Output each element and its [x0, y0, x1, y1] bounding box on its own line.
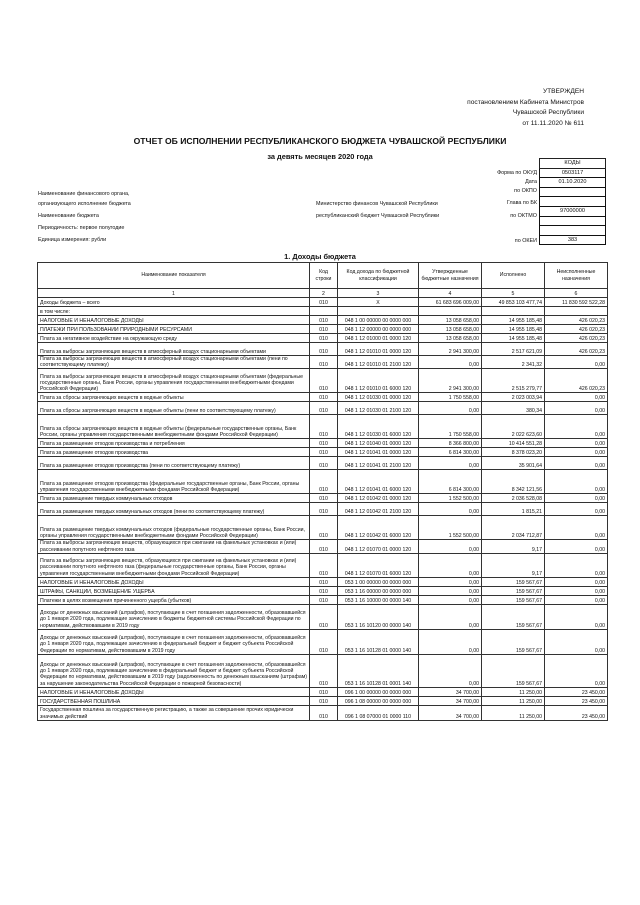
row-name: Плата за размещение твердых коммунальных отходов (пени по соответствующему платежу) — [38, 503, 310, 516]
row-kbk: 048 1 12 01041 01 0000 120 — [338, 448, 419, 457]
row-unexecuted: 426 020,23 — [545, 334, 608, 343]
row-kbk: 048 1 12 01040 01 0000 120 — [338, 439, 419, 448]
row-approved: 2 941 300,00 — [419, 343, 482, 356]
row-executed: 2 022 623,60 — [482, 415, 545, 439]
table-row — [38, 629, 608, 654]
row-name: Плата за выбросы загрязняющих веществ, образующихся при сжигании на факельных установках и (или) рассеивании попутного нефтяного газа — [38, 540, 310, 553]
period-code-value — [540, 216, 606, 226]
row-unexecuted: 0,00 — [545, 516, 608, 540]
row-kbk — [338, 307, 419, 316]
header-code: Код строки — [310, 263, 338, 289]
codes-box — [539, 158, 606, 245]
row-kbk: 053 1 16 10128 01 0001 140 — [338, 654, 419, 687]
okpo-value — [540, 187, 606, 197]
row-unexecuted: 0,00 — [545, 439, 608, 448]
table-row — [38, 595, 608, 604]
row-name: Доходы от денежных взысканий (штрафов), поступающие в счет погашения задолженности, образовавшейся до 1 января 2020 года, подлежащие зачислению в федеральный бюджет и бюджет субъекта Российской Федерации по нормативам, действовавшим в 2019 году (задолженность по денежным взысканиям (штрафам) за нарушение законодательства Российской Федерации о пожарной безопасности) — [38, 654, 310, 687]
row-approved: 34 700,00 — [419, 705, 482, 720]
row-name: Плата за размещение отходов производства — [38, 448, 310, 457]
table-row — [38, 448, 608, 457]
row-executed: 159 567,67 — [482, 595, 545, 604]
budget-value: республиканский бюджет Чувашской Республики — [316, 213, 440, 219]
row-approved: 0,00 — [419, 604, 482, 629]
okei-value: 383 — [540, 235, 606, 245]
row-executed: 2 341,32 — [482, 356, 545, 369]
row-code: 010 — [310, 586, 338, 595]
row-name: Доходы от денежных взысканий (штрафов), поступающие в счет погашения задолженности, образовавшейся до 1 января 2020 года, подлежащие зачислению в федеральный бюджет и бюджет субъекта Российской Федерации по нормативам, действовавшим в 2019 году — [38, 629, 310, 654]
row-code: 010 — [310, 705, 338, 720]
codes-header: КОДЫ — [540, 159, 606, 169]
table-row — [38, 316, 608, 325]
oktmo-label: по ОКТМО — [510, 213, 537, 219]
row-code: 010 — [310, 470, 338, 494]
row-name: Плата за выбросы загрязняющих веществ, образующихся при сжигании на факельных установках и (или) рассеивании попутного нефтяного газа (федеральные государственные органы, Банк России, органы управления государственными внебюджетными фондами Российской Федерации) — [38, 553, 310, 577]
row-unexecuted: 0,00 — [545, 393, 608, 402]
row-code: 010 — [310, 334, 338, 343]
row-executed: 159 567,67 — [482, 586, 545, 595]
row-name: ГОСУДАРСТВЕННАЯ ПОШЛИНА — [38, 696, 310, 705]
row-kbk: 048 1 12 00000 00 0000 000 — [338, 325, 419, 334]
row-approved: 0,00 — [419, 586, 482, 595]
row-kbk: 048 1 12 01042 01 2100 120 — [338, 503, 419, 516]
fin-org-label-2: организующего исполнение бюджета — [38, 201, 131, 207]
row-kbk: 053 1 16 10120 00 0000 140 — [338, 604, 419, 629]
table-row — [38, 307, 608, 316]
row-code: 010 — [310, 553, 338, 577]
table-row — [38, 654, 608, 687]
row-kbk: 096 1 00 00000 00 0000 000 — [338, 687, 419, 696]
col-number: 4 — [419, 289, 482, 298]
row-name: НАЛОГОВЫЕ И НЕНАЛОГОВЫЕ ДОХОДЫ — [38, 687, 310, 696]
row-name: в том числе: — [38, 307, 310, 316]
row-unexecuted: 0,00 — [545, 470, 608, 494]
row-code: 010 — [310, 577, 338, 586]
row-approved: 13 058 658,00 — [419, 325, 482, 334]
table-row — [38, 470, 608, 494]
row-unexecuted: 23 450,00 — [545, 696, 608, 705]
row-kbk: 048 1 12 01041 01 2100 120 — [338, 457, 419, 470]
col-number: 1 — [38, 289, 310, 298]
report-title: ОТЧЕТ ОБ ИСПОЛНЕНИИ РЕСПУБЛИКАНСКОГО БЮДЖЕТА ЧУВАШСКОЙ РЕСПУБЛИКИ — [133, 136, 507, 146]
row-code: 010 — [310, 516, 338, 540]
row-code: 010 — [310, 654, 338, 687]
row-approved: 0,00 — [419, 540, 482, 553]
date-value: 01.10.2020 — [540, 178, 606, 188]
row-kbk: 048 1 12 01041 01 6000 120 — [338, 470, 419, 494]
glava-value — [540, 197, 606, 207]
row-approved: 1 750 558,00 — [419, 393, 482, 402]
table-row — [38, 402, 608, 415]
row-code: 010 — [310, 343, 338, 356]
row-executed: 2 023 003,94 — [482, 393, 545, 402]
approval-block — [384, 87, 584, 129]
row-unexecuted: 0,00 — [545, 494, 608, 503]
table-row — [38, 457, 608, 470]
row-name: Плата за выбросы загрязняющих веществ в атмосферный воздух стационарными объектами (федеральные государственные органы, Банк России, органы управления государственными внебюджетными фондами Российской Федерации) — [38, 369, 310, 393]
row-code: 010 — [310, 503, 338, 516]
row-kbk: 048 1 00 00000 00 0000 000 — [338, 316, 419, 325]
table-row — [38, 439, 608, 448]
row-executed: 2 515 279,77 — [482, 369, 545, 393]
row-code: 010 — [310, 369, 338, 393]
row-approved: 1 750 558,00 — [419, 415, 482, 439]
row-name: Плата за выбросы загрязняющих веществ в атмосферный воздух стационарными объектами — [38, 343, 310, 356]
row-approved: 13 058 658,00 — [419, 334, 482, 343]
table-row — [38, 334, 608, 343]
row-approved: 0,00 — [419, 654, 482, 687]
row-unexecuted — [545, 307, 608, 316]
table-row — [38, 369, 608, 393]
table-row — [38, 494, 608, 503]
row-kbk: 048 1 12 01030 01 0000 120 — [338, 393, 419, 402]
row-name: Плата за размещение отходов производства (федеральные государственные органы, Банк России, органы управления государственными внебюджетными фондами Российской Федерации) — [38, 470, 310, 494]
table-row — [38, 516, 608, 540]
row-executed: 2 034 712,87 — [482, 516, 545, 540]
header-unexecuted: Неисполненные назначения — [545, 263, 608, 289]
row-name: Плата за сбросы загрязняющих веществ в водные объекты (пени по соответствующему платежу) — [38, 402, 310, 415]
income-table — [37, 262, 608, 721]
row-unexecuted: 426 020,23 — [545, 343, 608, 356]
row-executed: 159 567,67 — [482, 629, 545, 654]
row-kbk: 053 1 16 10128 01 0000 140 — [338, 629, 419, 654]
col-number: 2 — [310, 289, 338, 298]
row-kbk: 048 1 12 01030 01 6000 120 — [338, 415, 419, 439]
periodicity: Периодичность: первое полугодие — [38, 225, 125, 231]
row-unexecuted: 0,00 — [545, 629, 608, 654]
row-kbk: 053 1 00 00000 00 0000 000 — [338, 577, 419, 586]
row-unexecuted: 0,00 — [545, 553, 608, 577]
row-executed: 1 815,21 — [482, 503, 545, 516]
row-approved: 0,00 — [419, 457, 482, 470]
row-name: Плата за выбросы загрязняющих веществ в атмосферный воздух стационарными объектами (пени по соответствующему платежу) — [38, 356, 310, 369]
col-number: 5 — [482, 289, 545, 298]
row-approved: 0,00 — [419, 402, 482, 415]
row-approved: 34 700,00 — [419, 687, 482, 696]
row-code: 010 — [310, 687, 338, 696]
row-approved: 0,00 — [419, 577, 482, 586]
row-name: Доходы бюджета – всего — [38, 298, 310, 307]
row-code: 010 — [310, 595, 338, 604]
row-executed: 2 036 528,08 — [482, 494, 545, 503]
row-name: Плата за размещение отходов производства (пени по соответствующему платежу) — [38, 457, 310, 470]
row-unexecuted: 0,00 — [545, 595, 608, 604]
oktmo-value: 97000000 — [540, 206, 606, 216]
row-unexecuted: 426 020,23 — [545, 369, 608, 393]
row-code: 010 — [310, 393, 338, 402]
table-row — [38, 325, 608, 334]
budget-label: Наименование бюджета — [38, 213, 99, 219]
column-numbers-row — [38, 289, 608, 298]
table-row — [38, 343, 608, 356]
row-name: НАЛОГОВЫЕ И НЕНАЛОГОВЫЕ ДОХОДЫ — [38, 316, 310, 325]
row-kbk: 048 1 12 01070 01 6000 120 — [338, 553, 419, 577]
okei-label: по ОКЕИ — [514, 238, 537, 244]
row-name: ПЛАТЕЖИ ПРИ ПОЛЬЗОВАНИИ ПРИРОДНЫМИ РЕСУРСАМИ — [38, 325, 310, 334]
row-approved: 6 814 300,00 — [419, 448, 482, 457]
table-row — [38, 586, 608, 595]
okud-label: Форма по ОКУД — [497, 170, 537, 176]
row-kbk: 048 1 12 01010 01 0000 120 — [338, 343, 419, 356]
section-title: 1. Доходы бюджета — [284, 252, 356, 261]
row-kbk: 053 1 16 00000 00 0000 000 — [338, 586, 419, 595]
row-approved: 13 058 658,00 — [419, 316, 482, 325]
row-name: Плата за размещение твердых коммунальных отходов — [38, 494, 310, 503]
row-kbk: 053 1 16 10000 00 0000 140 — [338, 595, 419, 604]
fin-org-value: Министерство финансов Чувашской Республики — [316, 201, 438, 207]
table-row — [38, 298, 608, 307]
row-unexecuted: 0,00 — [545, 457, 608, 470]
row-code: 010 — [310, 298, 338, 307]
row-executed: 159 567,67 — [482, 577, 545, 586]
row-unexecuted: 0,00 — [545, 448, 608, 457]
row-unexecuted: 0,00 — [545, 503, 608, 516]
row-unexecuted: 0,00 — [545, 577, 608, 586]
glava-label: Глава по БК — [506, 200, 537, 206]
row-kbk: 048 1 12 01070 01 0000 120 — [338, 540, 419, 553]
table-row — [38, 705, 608, 720]
approval-line-4: от 11.11.2020 № 611 — [522, 119, 584, 127]
row-unexecuted: 23 450,00 — [545, 705, 608, 720]
table-row — [38, 604, 608, 629]
row-code: 010 — [310, 604, 338, 629]
row-code: 010 — [310, 457, 338, 470]
row-executed: 11 250,00 — [482, 705, 545, 720]
row-name: Плата за размещение твердых коммунальных отходов (федеральные государственные органы, Банк России, органы управления государственными внебюджетными фондами Российской Федерации) — [38, 516, 310, 540]
row-kbk: 048 1 12 01010 01 2100 120 — [338, 356, 419, 369]
row-name: Плата за размещение отходов производства и потребления — [38, 439, 310, 448]
row-unexecuted: 23 450,00 — [545, 687, 608, 696]
row-approved: 0,00 — [419, 503, 482, 516]
row-executed: 14 955 185,48 — [482, 325, 545, 334]
table-row — [38, 393, 608, 402]
row-unexecuted: 0,00 — [545, 586, 608, 595]
row-executed: 10 414 551,28 — [482, 439, 545, 448]
row-approved: 0,00 — [419, 356, 482, 369]
header-name: Наименование показателя — [38, 263, 310, 289]
row-code: 010 — [310, 629, 338, 654]
row-code: 010 — [310, 540, 338, 553]
row-approved — [419, 307, 482, 316]
row-executed: 159 567,67 — [482, 654, 545, 687]
row-approved: 61 683 696 009,00 — [419, 298, 482, 307]
blank-code-value — [540, 226, 606, 236]
row-executed: 380,34 — [482, 402, 545, 415]
table-row — [38, 687, 608, 696]
row-kbk: 096 1 08 00000 00 0000 000 — [338, 696, 419, 705]
row-unexecuted: 426 020,23 — [545, 316, 608, 325]
table-row — [38, 503, 608, 516]
row-code: 010 — [310, 316, 338, 325]
row-code: 010 — [310, 696, 338, 705]
row-unexecuted: 0,00 — [545, 604, 608, 629]
row-approved: 2 941 300,00 — [419, 369, 482, 393]
row-name: Плата за сбросы загрязняющих веществ в водные объекты — [38, 393, 310, 402]
row-code: 010 — [310, 402, 338, 415]
row-kbk: 048 1 12 01010 01 6000 120 — [338, 369, 419, 393]
row-code: 010 — [310, 494, 338, 503]
row-name: НАЛОГОВЫЕ И НЕНАЛОГОВЫЕ ДОХОДЫ — [38, 577, 310, 586]
row-name: ШТРАФЫ, САНКЦИИ, ВОЗМЕЩЕНИЕ УЩЕРБА — [38, 586, 310, 595]
row-code: 010 — [310, 415, 338, 439]
row-executed — [482, 307, 545, 316]
approval-line-3: Чувашской Республики — [512, 109, 584, 116]
col-number: 3 — [338, 289, 419, 298]
row-name: Плата за сбросы загрязняющих веществ в водные объекты (федеральные государственные органы, Банк России, органы управления государственными внебюджетными фондами Российской Федерации) — [38, 415, 310, 439]
row-approved: 34 700,00 — [419, 696, 482, 705]
table-row — [38, 553, 608, 577]
row-executed: 9,17 — [482, 540, 545, 553]
row-kbk: 048 1 12 01042 01 6000 120 — [338, 516, 419, 540]
row-executed: 14 955 185,48 — [482, 316, 545, 325]
row-unexecuted: 426 020,23 — [545, 325, 608, 334]
header-approved: Утвержденные бюджетные назначения — [419, 263, 482, 289]
row-executed: 8 342 121,56 — [482, 470, 545, 494]
row-executed: 14 955 185,48 — [482, 334, 545, 343]
table-row — [38, 356, 608, 369]
row-approved: 6 814 300,00 — [419, 470, 482, 494]
row-executed: 159 567,67 — [482, 604, 545, 629]
col-number: 6 — [545, 289, 608, 298]
row-approved: 8 366 800,00 — [419, 439, 482, 448]
fin-org-label-1: Наименование финансового органа, — [38, 191, 130, 197]
okpo-label: по ОКПО — [514, 188, 537, 194]
row-unexecuted: 11 830 592 522,28 — [545, 298, 608, 307]
row-executed: 11 250,00 — [482, 696, 545, 705]
row-executed: 2 517 621,09 — [482, 343, 545, 356]
row-approved: 1 552 500,00 — [419, 516, 482, 540]
row-unexecuted: 0,00 — [545, 356, 608, 369]
row-kbk: X — [338, 298, 419, 307]
unit-of-measure: Единица измерения: рубли — [38, 237, 107, 243]
table-row — [38, 540, 608, 553]
row-kbk: 096 1 08 07000 01 0000 110 — [338, 705, 419, 720]
row-name: Доходы от денежных взысканий (штрафов), поступающие в счет погашения задолженности, образовавшейся до 1 января 2020 года, подлежащие зачислению в бюджеты бюджетной системы Российской Федерации по нормативам, действовавшим в 2019 году — [38, 604, 310, 629]
row-unexecuted: 0,00 — [545, 415, 608, 439]
row-executed: 9,17 — [482, 553, 545, 577]
row-code: 010 — [310, 356, 338, 369]
row-kbk: 048 1 12 01042 01 0000 120 — [338, 494, 419, 503]
row-code: 010 — [310, 325, 338, 334]
okud-value: 0503117 — [540, 168, 606, 178]
header-kbk: Код дохода по бюджетной классификации — [338, 263, 419, 289]
row-approved: 0,00 — [419, 553, 482, 577]
report-period: за девять месяцев 2020 года — [267, 152, 373, 161]
row-executed: 8 378 023,20 — [482, 448, 545, 457]
row-unexecuted: 0,00 — [545, 540, 608, 553]
header-executed: Исполнено — [482, 263, 545, 289]
row-name: Государственная пошлина за государственную регистрацию, а также за совершение прочих юридически значимых действий — [38, 705, 310, 720]
approval-line-1: УТВЕРЖДЕН — [542, 88, 584, 95]
row-executed: 49 853 103 477,74 — [482, 298, 545, 307]
row-code: 010 — [310, 439, 338, 448]
approval-line-2: постановлением Кабинета Министров — [467, 98, 584, 106]
table-row — [38, 415, 608, 439]
row-code — [310, 307, 338, 316]
row-code: 010 — [310, 448, 338, 457]
row-executed: 35 901,64 — [482, 457, 545, 470]
date-label: Дата — [525, 179, 537, 185]
table-row — [38, 696, 608, 705]
row-executed: 11 250,00 — [482, 687, 545, 696]
row-approved: 0,00 — [419, 595, 482, 604]
row-kbk: 048 1 12 01030 01 2100 120 — [338, 402, 419, 415]
row-approved: 1 552 500,00 — [419, 494, 482, 503]
row-name: Платежи в целях возмещения причиненного ущерба (убытков) — [38, 595, 310, 604]
row-name: Плата за негативное воздействие на окружающую среду — [38, 334, 310, 343]
row-approved: 0,00 — [419, 629, 482, 654]
row-unexecuted: 0,00 — [545, 654, 608, 687]
table-row — [38, 577, 608, 586]
row-kbk: 048 1 12 01000 01 0000 120 — [338, 334, 419, 343]
row-unexecuted: 0,00 — [545, 402, 608, 415]
